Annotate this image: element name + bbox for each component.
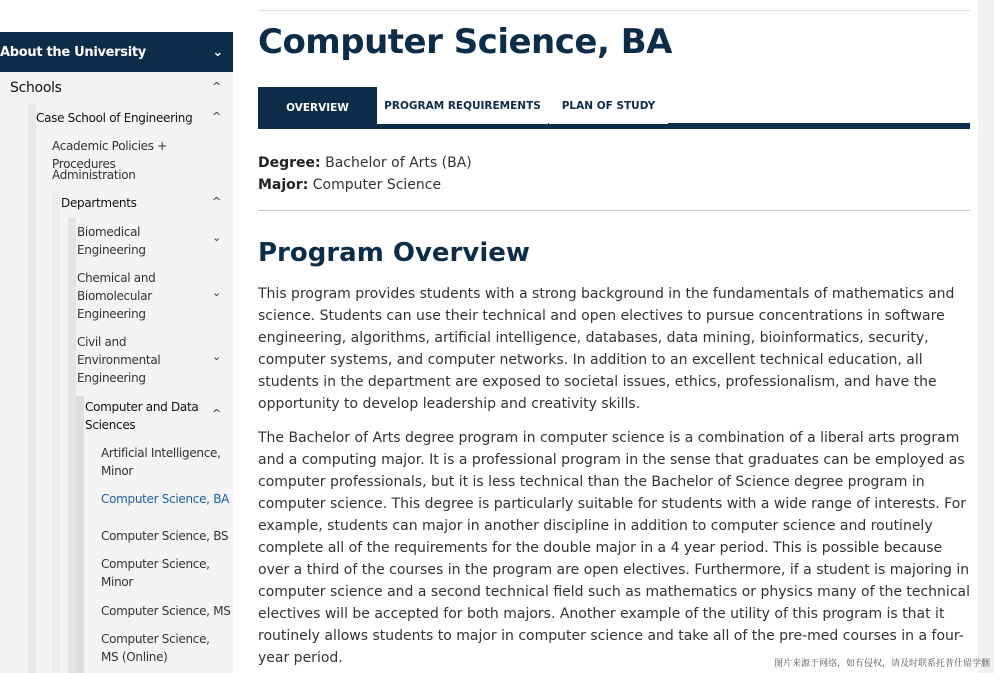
sidebar-item-policies[interactable]: Academic Policies + Procedures: [52, 139, 167, 171]
chevron-down-icon: ⌄: [212, 44, 223, 60]
degree-label: Degree:: [258, 155, 321, 171]
tab-overview[interactable]: OVERVIEW: [258, 87, 377, 129]
tab-bar: [258, 87, 970, 129]
top-divider: [258, 10, 970, 11]
section-title: Program Overview: [258, 238, 530, 268]
divider: [258, 210, 970, 211]
sidebar-item-ai-minor[interactable]: Artificial Intelligence, Minor: [101, 446, 221, 478]
sidebar-header-about[interactable]: [0, 32, 233, 72]
sidebar-item-departments[interactable]: Departments: [61, 196, 137, 210]
major-value: Computer Science: [312, 177, 442, 193]
chevron-up-icon[interactable]: ^: [212, 110, 222, 123]
tab-plan-of-study[interactable]: PLAN OF STUDY: [549, 87, 668, 124]
chevron-down-icon[interactable]: ⌄: [212, 231, 222, 244]
chevron-up-icon[interactable]: ^: [212, 195, 222, 208]
sidebar-item-civil[interactable]: Civil and Environmental Engineering: [77, 335, 161, 385]
sidebar-item-administration[interactable]: Administration: [52, 168, 136, 182]
tab-program-requirements[interactable]: PROGRAM REQUIREMENTS: [377, 87, 548, 124]
overview-paragraph-1: This program provides students with a strong background in the fundamentals of mathematics and science. Students can use their technical and open electives to pursue concentrations in software engineering, algorithms, artificial intelligence, databases, data mining, bioinformatics, security, computer systems, and computer networks. In addition to an excellent technical education, all students in the department are exposed to societal issues, ethics, professionalism, and have the opportunity to develop leadership and creativity skills.: [258, 286, 955, 412]
nest-line: [76, 396, 84, 673]
sidebar-item-cs-minor[interactable]: Computer Science, Minor: [101, 557, 210, 589]
nest-line: [52, 192, 60, 673]
sidebar-item-computer-data-sciences[interactable]: Computer and Data Sciences: [85, 400, 199, 432]
sidebar-nav: [0, 32, 233, 673]
sidebar-item-cs-bs[interactable]: Computer Science, BS: [101, 529, 229, 543]
chevron-up-icon[interactable]: ^: [212, 407, 222, 420]
sidebar-item-cs-ms[interactable]: Computer Science, MS: [101, 604, 231, 618]
sidebar-item-cs-ba[interactable]: Computer Science, BA: [101, 492, 230, 506]
sidebar-item-chemical[interactable]: Chemical and Biomolecular Engineering: [77, 271, 156, 321]
scrollbar[interactable]: [978, 0, 994, 673]
nest-line: [68, 218, 76, 673]
degree-info: [258, 152, 472, 196]
major-label: Major:: [258, 177, 309, 193]
sidebar-header-label: About the University: [0, 44, 146, 60]
chevron-down-icon[interactable]: ⌄: [212, 286, 222, 299]
degree-value: Bachelor of Arts (BA): [325, 155, 472, 171]
sidebar-item-biomedical[interactable]: Biomedical Engineering: [77, 225, 146, 257]
watermark: 图片来源于网络，如有侵权，请及时联系托普仕留学删: [774, 659, 991, 669]
sidebar-item-case-school[interactable]: Case School of Engineering: [36, 111, 193, 125]
chevron-up-icon[interactable]: ^: [212, 80, 222, 93]
chevron-down-icon[interactable]: ⌄: [212, 350, 222, 363]
overview-paragraph-2: The Bachelor of Arts degree program in computer science is a combination of a liberal arts program and a computing major. It is a professional program in the sense that graduates can be employed as computer professionals, but it is less technical than the Bachelor of Science degree program in computer science. This degree is particularly suitable for students with a wide range of interests. For example, students can major in another discipline in addition to computer science and routinely complete all of the requirements for the double major in a 4 year period. This is possible because over a third of the courses in the program are open electives. Furthermore, if a student is majoring in computer science and a second technical field such as mathematics or physics many of the technical electives will be accepted for both majors. Another example of the utility of this program is that it routinely allows students to major in computer science and take all of the pre-med courses in a four-year period.: [258, 430, 970, 666]
sidebar-item-cs-ms-online[interactable]: Computer Science, MS (Online): [101, 632, 210, 664]
sidebar-item-schools[interactable]: Schools: [10, 80, 62, 96]
page-title: Computer Science, BA: [258, 22, 672, 62]
nest-line: [28, 104, 36, 673]
